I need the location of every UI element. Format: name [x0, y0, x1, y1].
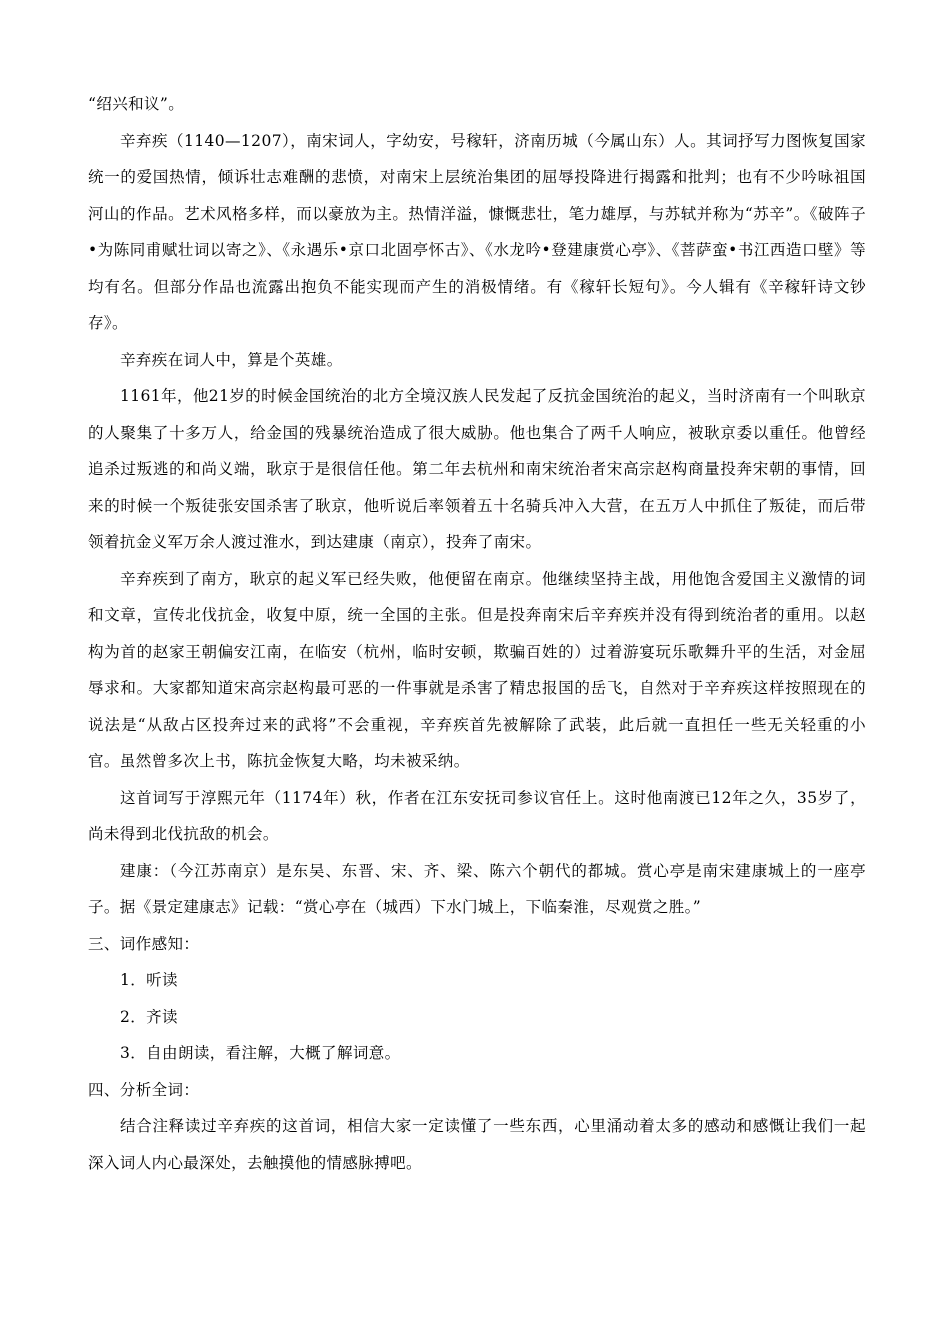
list-item-read-together: 2．齐读: [120, 1007, 178, 1026]
section-heading-analysis: 四、分析全词：: [88, 1080, 200, 1099]
paragraph-xin-qiji-biography: 辛弃疾（1140—1207），南宋词人，字幼安，号稼轩，济南历城（今属山东）人。其词抒写力图恢复国家统一的爱国热情，倾诉壮志难酬的悲愤，对南宋上层统治集团的屈辱投降进行揭露和批判；也有不少吟咏祖国河山的作品。艺术风格多样，而以豪放为主。热情洋溢，慷慨悲壮，笔力雄厚，与苏轼并称为“苏辛”。《破阵子•为陈同甫赋壮词以寄之》、《永遇乐•京口北固亭怀古》、《水龙吟•登建康赏心亭》、《菩萨蛮•书江西造口壁》等均有名。但部分作品也流露出抱负不能实现而产生的消极情绪。有《稼轩长短句》。今人辑有《辛稼轩诗文钞存》。: [88, 131, 866, 332]
list-item-listen: 1．听读: [120, 971, 178, 989]
paragraph-shaoxing-peace: “绍兴和议”。: [88, 95, 185, 113]
section-heading-perception: 三、词作感知：: [88, 934, 200, 953]
paragraph-in-the-south: 辛弃疾到了南方，耿京的起义军已经失败，他便留在南京。他继续坚持主战，用他饱含爱国主义激情的词和文章，宣传北伐抗金，收复中原，统一全国的主张。但是投奔南宋后辛弃疾并没有得到统治者的重用。以赵构为首的赵家王朝偏安江南，在临安（杭州，临时安顿，欺骗百姓的）过着游宴玩乐歌舞升平的生活，对金屈辱求和。大家都知道宋高宗赵构最可恶的一件事就是杀害了精忠报国的岳飞，自然对于辛弃疾这样按照现在的说法是“从敌占区投奔过来的武将”不会重视，辛弃疾首先被解除了武装，此后就一直担任一些无关轻重的小官。虽然曾多次上书，陈抗金恢复大略，均未被采纳。: [88, 569, 866, 770]
paragraph-jiankang-note: 建康：（今江苏南京）是东吴、东晋、宋、齐、梁、陈六个朝代的都城。赏心亭是南宋建康城上的一座亭子。据《景定建康志》记载：“赏心亭在（城西）下水门城上，下临秦淮，尽观赏之胜。”: [88, 861, 866, 916]
paragraph-analysis-intro: 结合注释读过辛弃疾的这首词，相信大家一定读懂了一些东西，心里涌动着太多的感动和感慨让我们一起深入词人内心最深处，去触摸他的情感脉搏吧。: [88, 1117, 866, 1172]
paragraph-uprising-1161: 1161年，他21岁的时候金国统治的北方全境汉族人民发起了反抗金国统治的起义，当时济南有一个叫耿京的人聚集了十多万人，给金国的残暴统治造成了很大威胁。他也集合了两千人响应，被耿京委以重任。他曾经追杀过叛逃的和尚义端，耿京于是很信任他。第二年去杭州和南宋统治者宋高宗赵构商量投奔宋朝的事情，回来的时候一个叛徒张安国杀害了耿京，他听说后率领着五十名骑兵冲入大营，在五万人中抓住了叛徒，而后带领着抗金义军万余人渡过淮水，到达建康（南京），投奔了南宋。: [88, 387, 866, 551]
paragraph-writing-date: 这首词写于淳熙元年（1174年）秋，作者在江东安抚司参议官任上。这时他南渡已12年之久，35岁了，尚未得到北伐抗敌的机会。: [88, 788, 866, 843]
document-body: [88, 86, 866, 1181]
list-item-free-reading: 3．自由朗读，看注解，大概了解词意。: [120, 1044, 401, 1062]
paragraph-hero-remark: 辛弃疾在词人中，算是个英雄。: [120, 350, 343, 369]
